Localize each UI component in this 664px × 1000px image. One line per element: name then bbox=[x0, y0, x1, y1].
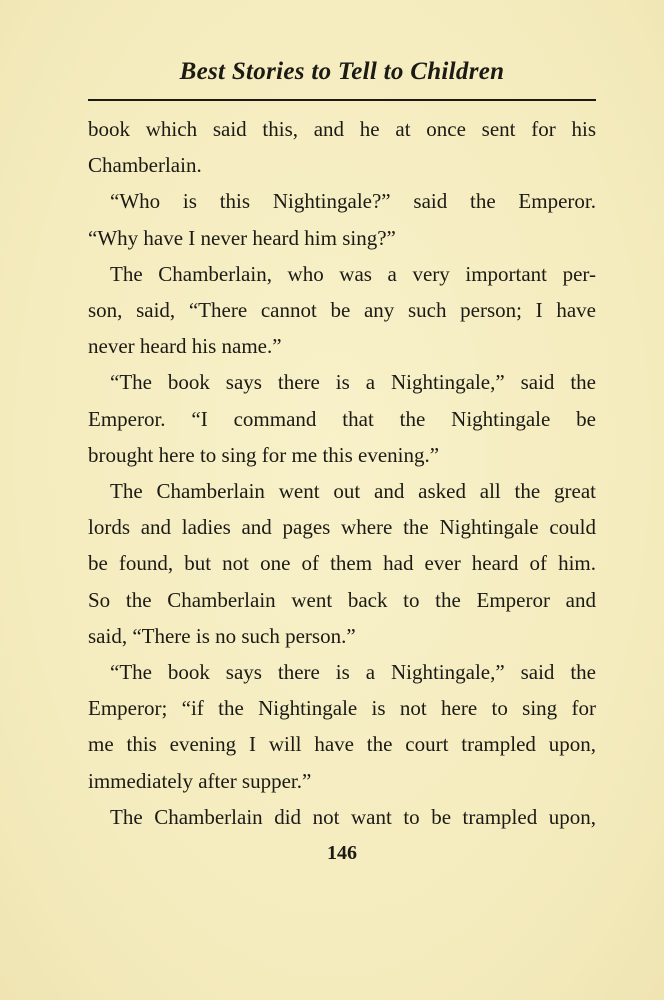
text-line: “The book says there is a Nightingale,” said the bbox=[110, 370, 596, 395]
text-line: “Who is this Nightingale?” said the Emperor. bbox=[110, 189, 596, 214]
text-line: “Why have I never heard him sing?” bbox=[88, 225, 396, 250]
text-line: Emperor; “if the Nightingale is not here to sing for bbox=[88, 696, 596, 721]
header-rule bbox=[88, 99, 596, 101]
text-line: be found, but not one of them had ever heard of him. bbox=[88, 551, 596, 576]
text-line: The Chamberlain, who was a very important per- bbox=[110, 261, 596, 286]
text-line: The Chamberlain went out and asked all the great bbox=[110, 479, 596, 504]
text-line: son, said, “There cannot be any such person; I have bbox=[88, 298, 596, 323]
text-line: The Chamberlain did not want to be trampled upon, bbox=[110, 804, 596, 829]
text-line: So the Chamberlain went back to the Emperor and bbox=[88, 587, 596, 612]
page-number: 146 bbox=[327, 842, 357, 864]
text-line: brought here to sing for me this evening.” bbox=[88, 442, 440, 467]
text-line: me this evening I will have the court trampled upon, bbox=[88, 732, 596, 757]
text-line: immediately after supper.” bbox=[88, 768, 312, 793]
running-head: Best Stories to Tell to Children bbox=[179, 58, 505, 85]
text-line: never heard his name.” bbox=[88, 334, 282, 359]
text-line: lords and ladies and pages where the Nightingale could bbox=[88, 515, 596, 540]
text-line: Emperor. “I command that the Nightingale be bbox=[88, 406, 596, 431]
text-line: Chamberlain. bbox=[88, 153, 202, 178]
text-line: book which said this, and he at once sent for his bbox=[88, 117, 596, 141]
body-text bbox=[88, 111, 596, 835]
text-line: said, “There is no such person.” bbox=[88, 623, 356, 648]
text-line: “The book says there is a Nightingale,” said the bbox=[110, 660, 596, 685]
